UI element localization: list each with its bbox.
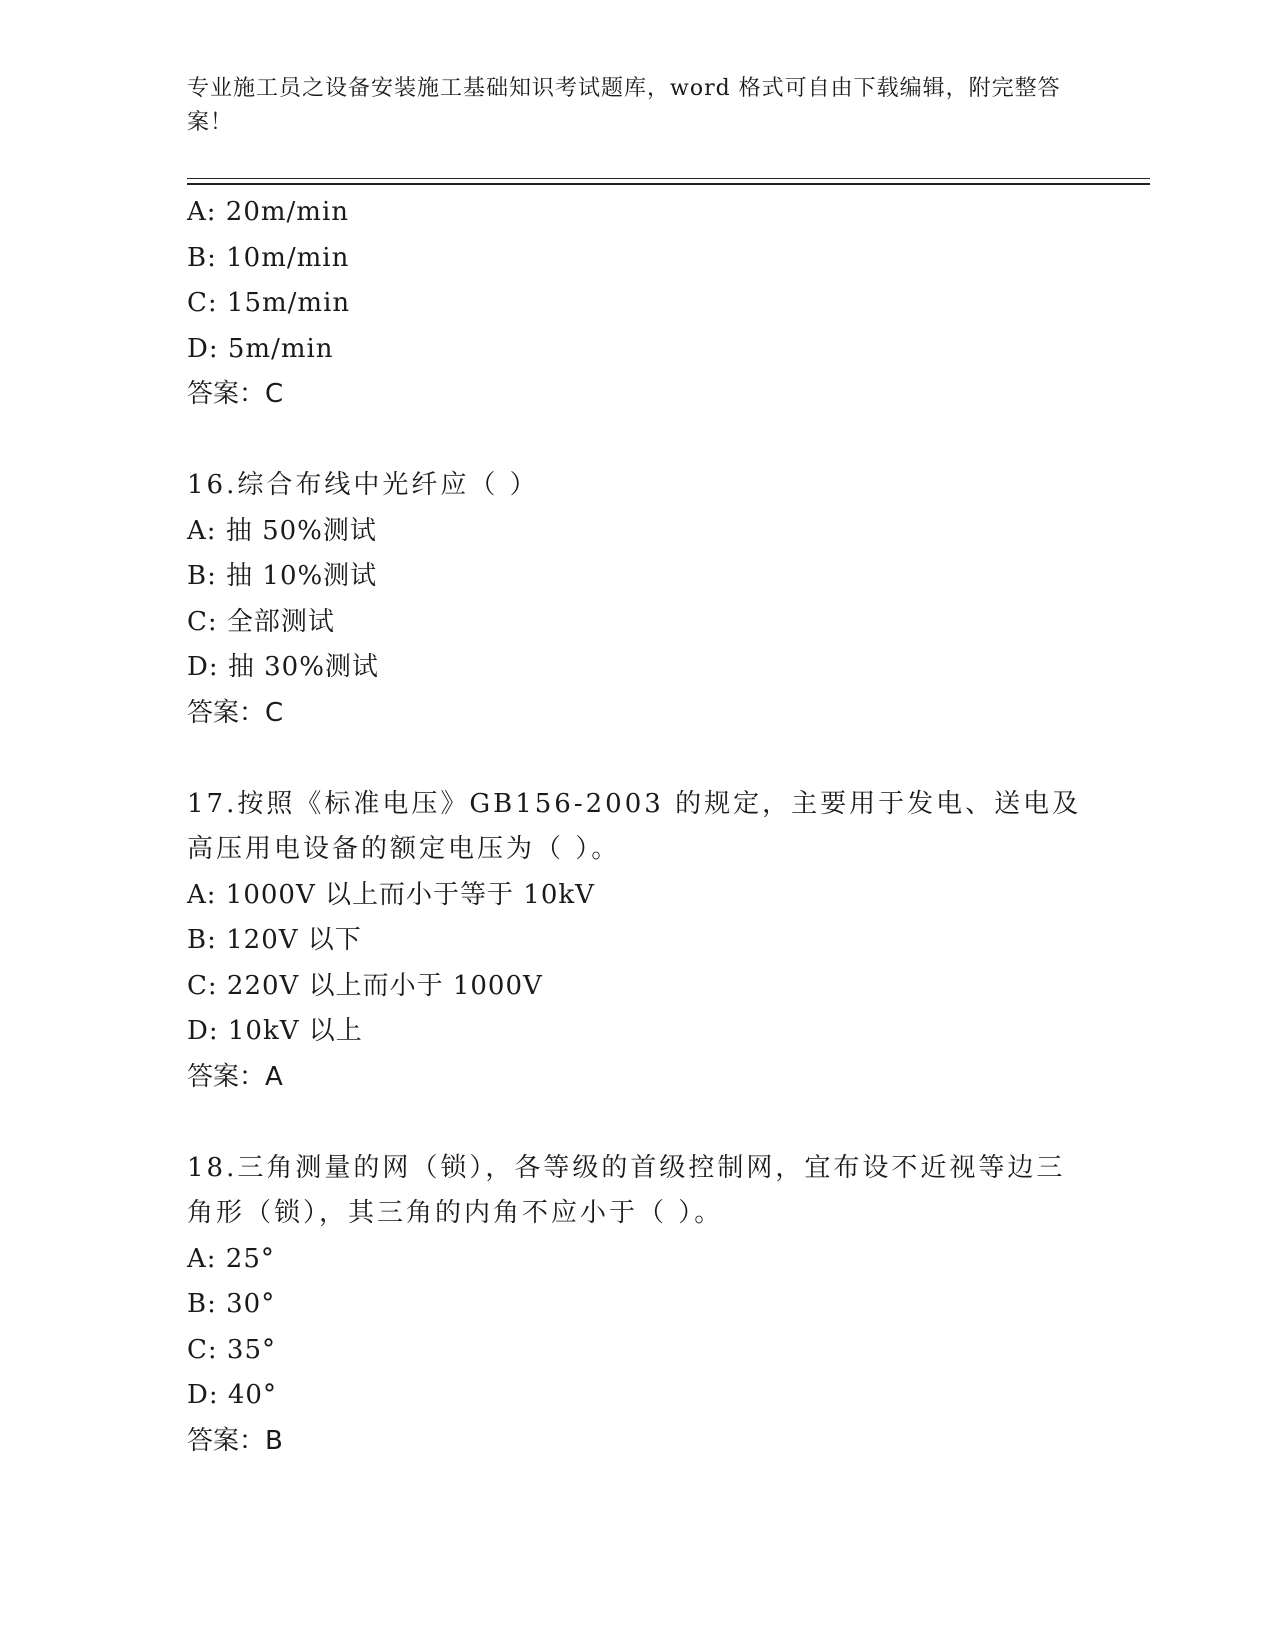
option-b: B: 120V 以下 [187,925,362,955]
question-title: 16.综合布线中光纤应（ ） [187,470,539,500]
answer: 答案：C [187,379,284,409]
option-a: A: 25° [187,1243,275,1274]
option-a: A: 1000V 以上而小于等于 10kV [187,879,595,910]
spacer [187,418,1087,464]
answer: 答案：C [187,697,284,728]
document-header: 专业施工员之设备安装施工基础知识考试题库，word 格式可自由下载编辑，附完整答案！ [187,76,1061,135]
option-b: B: 30° [187,1289,276,1319]
option-c: C: 15m/min [187,288,351,318]
question-15-continued [187,190,1087,418]
spacer [187,1100,1087,1146]
option-c: C: 220V 以上而小于 1000V [187,970,543,1001]
option-d: D: 10kV 以上 [187,1016,363,1046]
question-title: 18.三角测量的网（锁），各等级的首级控制网，宜布设不近视等边三角形（锁），其三角的内角不应小于（ ）。 [187,1152,1066,1228]
answer: 答案：A [187,1061,283,1092]
option-d: D: 抽 30%测试 [187,652,379,682]
question-18 [187,1146,1087,1465]
option-a: A: 抽 50%测试 [187,515,377,546]
option-d: D: 5m/min [187,333,334,364]
option-b: B: 抽 10%测试 [187,561,378,591]
question-16 [187,463,1087,736]
question-title: 17.按照《标准电压》GB156-2003 的规定，主要用于发电、送电及高压用电设备的额定电压为（ ）。 [187,788,1082,864]
question-17 [187,782,1087,1101]
option-c: C: 35° [187,1334,277,1365]
spacer [187,736,1087,782]
header-rule-thick [187,183,1150,185]
answer: 答案：B [187,1425,283,1456]
option-d: D: 40° [187,1380,277,1410]
question-list [187,190,1087,1464]
option-a: A: 20m/min [187,197,350,227]
option-b: B: 10m/min [187,242,350,273]
header-rule-thin [187,178,1150,179]
option-c: C: 全部测试 [187,606,335,637]
